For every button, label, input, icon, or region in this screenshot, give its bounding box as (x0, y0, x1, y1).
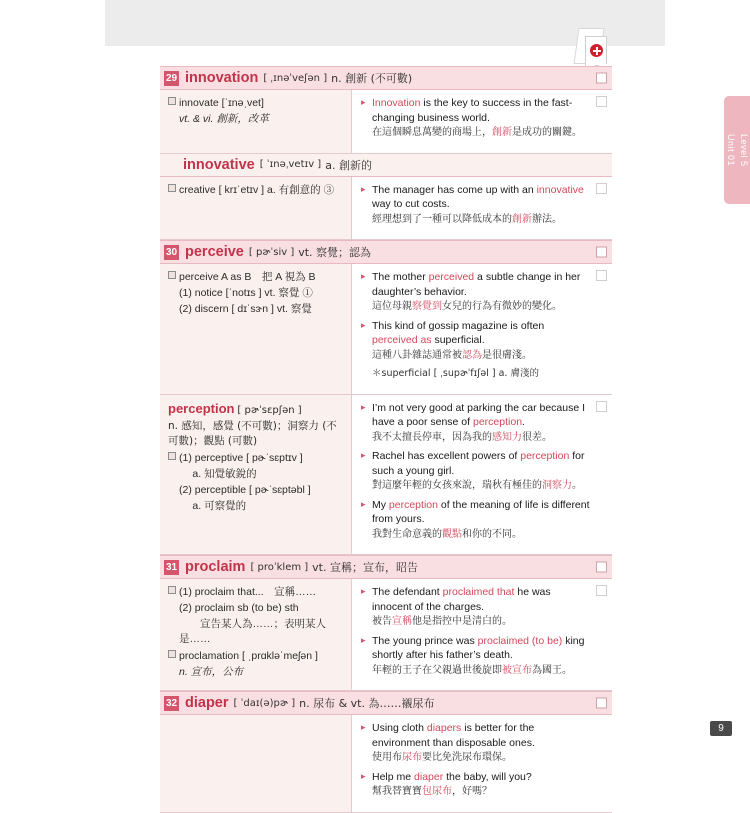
side-tab-level-unit[interactable] (724, 96, 750, 204)
example-text-post: a subtle change in her daughter’s behavior. (372, 271, 581, 298)
example-text-post: he was innocent of the charges. (372, 586, 551, 613)
headword: perception (168, 400, 235, 416)
entry-diaper (160, 691, 612, 813)
example-highlight: diapers (426, 722, 462, 734)
entry-body (160, 177, 612, 241)
example-translation-post: 他是指控中是清白的。 (412, 616, 512, 627)
example-sentence (361, 721, 592, 766)
entry-perception (160, 395, 612, 556)
example-highlight: proclaimed (to be) (477, 634, 563, 647)
example-translation-highlight: 尿布 (402, 752, 422, 763)
example-translation-post: 為國王。 (532, 664, 572, 676)
bullet-square-icon (168, 586, 176, 594)
example-translation-highlight: 宣稱 (392, 616, 412, 627)
example-translation-post: 很差。 (522, 431, 552, 443)
examples-column (352, 177, 612, 240)
example-sentence (361, 270, 592, 315)
example-translation-highlight: 創新 (492, 127, 512, 138)
example-translation-pre: 幫我替寶寶 (372, 786, 422, 797)
entry-body (160, 715, 612, 813)
example-highlight: perception (520, 450, 570, 462)
example-sentence (361, 319, 592, 364)
example-highlight: innovative (536, 183, 584, 196)
example-text-post: . (522, 416, 525, 428)
example-highlight: perceived (428, 271, 475, 283)
example-sentence (361, 498, 592, 543)
derivative: (1) perceptive [ pɚˈsɛptɪv ] (179, 451, 303, 464)
example-translation-pre: 我對生命意義的 (372, 528, 442, 540)
example-translation-post: 是成功的關鍵。 (512, 127, 582, 138)
example-highlight: perception (473, 416, 523, 428)
headword-ipa: [ proˈklem ] (250, 561, 309, 573)
example-translation-pre: 被告 (372, 616, 392, 627)
entry-number: 32 (165, 697, 178, 709)
example-translation-post: 女兒的行為有微妙的變化。 (442, 301, 562, 312)
example-translation-highlight: 被宣布 (502, 664, 532, 676)
headword-ipa: [ pɚˈsiv ] (248, 246, 295, 258)
example-translation-post: 。 (572, 480, 582, 491)
headword-bar (160, 691, 612, 715)
derivative: proclamation [ ˌprɑkləˈmeʃən ] (179, 650, 318, 662)
headword-ipa: [ ˈɪnəˌvetɪv ] (259, 159, 322, 170)
entry-proclaim (160, 555, 612, 691)
headword-bar (160, 240, 612, 264)
example-text-pre: My (372, 498, 389, 511)
example-sentence (361, 770, 592, 800)
example-text-post: superficial. (431, 334, 485, 346)
example-highlight: proclaimed that (442, 586, 515, 598)
headword-definition: vt. 宣稱；宣布，昭告 (312, 561, 418, 574)
headword-ipa: [ ˌɪnəˈveʃən ] (263, 72, 328, 84)
example-sentence (361, 183, 592, 228)
example-text-post: way to cut costs. (372, 198, 450, 210)
bullet-square-icon (168, 271, 176, 279)
derivative-pos: vt. & vi. 創新，改革 (179, 113, 269, 125)
bullet-square-icon (168, 184, 176, 192)
example-text-pre: The defendant (372, 586, 443, 598)
headword-checkbox[interactable] (596, 73, 607, 84)
example-translation-pre: 年輕的王子在父親過世後旋即 (372, 664, 502, 676)
examples-column (352, 715, 612, 812)
entry-innovative (160, 154, 612, 241)
bookmark-ribbon-icon (576, 28, 610, 70)
headword: innovative (183, 156, 255, 173)
example-checkbox[interactable] (596, 401, 607, 412)
example-sentence (361, 449, 592, 494)
headword-definition: a. 創新的 (325, 158, 372, 172)
headword-checkbox[interactable] (596, 247, 607, 258)
derivatives-column (160, 715, 352, 812)
example-sentence (361, 585, 592, 630)
example-text-pre: Rachel has excellent powers of (372, 450, 521, 462)
headword: perceive (185, 244, 244, 260)
derivative: (2) perceptible [ pɚˈsɛptəbl ] (179, 483, 311, 496)
derivatives-column (160, 264, 352, 394)
examples-column (352, 264, 612, 394)
entry-body (160, 395, 612, 556)
example-text-post: the baby, will you? (443, 770, 532, 783)
entry-innovation (160, 66, 612, 154)
derivative: (2) proclaim sb (to be) sth (179, 602, 299, 614)
example-checkbox[interactable] (596, 270, 607, 281)
derivative: (2) discern [ dɪˈsɝn ] vt. 察覺 (179, 303, 312, 315)
example-text-pre: Using cloth (372, 722, 427, 734)
example-translation-highlight: 包尿布 (422, 786, 452, 797)
derivative: creative [ krɪˈetɪv ] a. 有創意的 ③ (179, 183, 335, 196)
example-translation-highlight: 觀點 (442, 528, 462, 540)
entry-perceive (160, 240, 612, 395)
example-checkbox[interactable] (596, 183, 607, 194)
example-text-post: king shortly after his father’s death. (372, 634, 585, 661)
derivative: perceive A as B 把 A 視為 B (179, 271, 316, 283)
headword-checkbox[interactable] (596, 698, 607, 709)
example-translation-pre: 這位母親 (372, 301, 412, 312)
side-tab-level: Level 5 (739, 133, 749, 167)
derivative-pos: n. 宣布，公布 (179, 666, 244, 678)
example-checkbox[interactable] (596, 96, 607, 107)
example-text-pre: The young prince was (372, 634, 478, 647)
example-translation-post: 辦法。 (532, 213, 562, 225)
headword-bar (160, 66, 612, 90)
example-translation-pre: 使用布 (372, 752, 402, 763)
headword-definition: n. 尿布 & vt. 為……襯尿布 (299, 697, 435, 710)
example-text-post: is better for the environment than disposable ones. (372, 722, 535, 749)
example-text-post: of the meaning of life is different from yours. (372, 498, 590, 525)
examples-column (352, 579, 612, 690)
derivative: a. 可察覺的 (179, 499, 247, 512)
entry-number: 31 (165, 561, 178, 573)
example-translation-pre: 對這麼年輕的女孩來說，瑞秋有極佳的 (372, 480, 542, 491)
example-translation-post: 和你的不同。 (462, 528, 522, 540)
example-highlight: perceived as (372, 334, 432, 346)
example-translation-pre: 經理想到了一種可以降低成本的 (372, 213, 512, 225)
example-translation-pre: 我不太擅長停車，因為我的 (372, 431, 492, 443)
example-translation-highlight: 感知力 (492, 431, 522, 443)
derivative: (1) proclaim that... 宣稱…… (179, 586, 317, 598)
headword-checkbox[interactable] (596, 562, 607, 573)
example-translation-post: 是很膚淺。 (482, 349, 532, 361)
entry-number: 30 (165, 246, 178, 258)
headword-definition: n. 創新 (不可數) (331, 72, 413, 85)
example-text-post: for such a young girl. (372, 450, 585, 477)
derivative: 宣告某人為……；表明某人是…… (179, 618, 326, 645)
headword-definition: vt. 察覺；認為 (298, 246, 372, 259)
headword-ipa: [ pɚˈsɛpʃən ] (237, 404, 302, 416)
derivative: innovate [ˈɪnəˌvet] (179, 97, 264, 109)
example-translation-highlight: 察覺到 (412, 301, 442, 312)
example-sentence (361, 96, 592, 141)
side-tab-unit: Unit 01 (726, 133, 736, 167)
derivatives-column (160, 395, 352, 555)
example-highlight: perception (388, 498, 438, 511)
bullet-square-icon (168, 452, 176, 460)
example-translation-post: 要比免洗尿布環保。 (422, 752, 512, 763)
example-checkbox[interactable] (596, 585, 607, 596)
example-translation-highlight: 洞察力 (542, 480, 572, 491)
derivatives-column (160, 579, 352, 690)
headword-bar (160, 555, 612, 579)
example-note: ＊superficial [ ˌsupɚˈfɪʃəl ] a. 膚淺的 (372, 368, 539, 379)
example-highlight: diaper (414, 770, 444, 783)
example-translation-pre: 在這個瞬息萬變的商場上， (372, 127, 492, 138)
example-text-pre: Help me (372, 770, 415, 783)
example-translation-post: ，好嗎？ (452, 786, 492, 797)
example-sentence (361, 634, 592, 679)
example-translation-highlight: 認為 (462, 349, 482, 361)
entry-number: 29 (165, 72, 178, 84)
derivatives-column (160, 177, 352, 240)
dictionary-page (160, 66, 612, 813)
examples-column (352, 395, 612, 555)
entry-body (160, 90, 612, 154)
derivative: a. 知覺敏銳的 (179, 467, 257, 480)
derivative: (1) notice [ˈnotɪs ] vt. 察覺 ① (179, 287, 313, 299)
entry-body (160, 579, 612, 691)
headword-definition: n. 感知，感覺 (不可數)；洞察力 (不可數)；觀點 (可數) (168, 419, 337, 447)
examples-column (352, 90, 612, 153)
headword: proclaim (185, 559, 246, 575)
headword: innovation (185, 70, 259, 86)
bullet-square-icon (168, 97, 176, 105)
example-text-pre: The manager has come up with an (372, 183, 537, 196)
bullet-square-icon (168, 650, 176, 658)
example-text-pre: The mother (372, 271, 429, 283)
example-text-pre: I’m not very good at parking the car because I have a poor sense of (372, 401, 586, 428)
page-number: 9 (710, 721, 732, 736)
headword-ipa: [ ˈdaɪ(ə)pɚ ] (233, 697, 296, 709)
headword: diaper (185, 695, 229, 711)
example-text: is the key to success in the fast-changing business world. (372, 97, 573, 124)
example-translation-pre: 這種八卦雜誌通常被 (372, 349, 462, 361)
example-highlight: Innovation (372, 97, 421, 109)
example-translation-highlight: 創新 (512, 213, 532, 225)
derivatives-column (160, 90, 352, 153)
entry-body (160, 264, 612, 395)
example-sentence (361, 401, 592, 446)
headword-bar (160, 154, 612, 177)
example-text-pre: This kind of gossip magazine is often (372, 319, 545, 332)
